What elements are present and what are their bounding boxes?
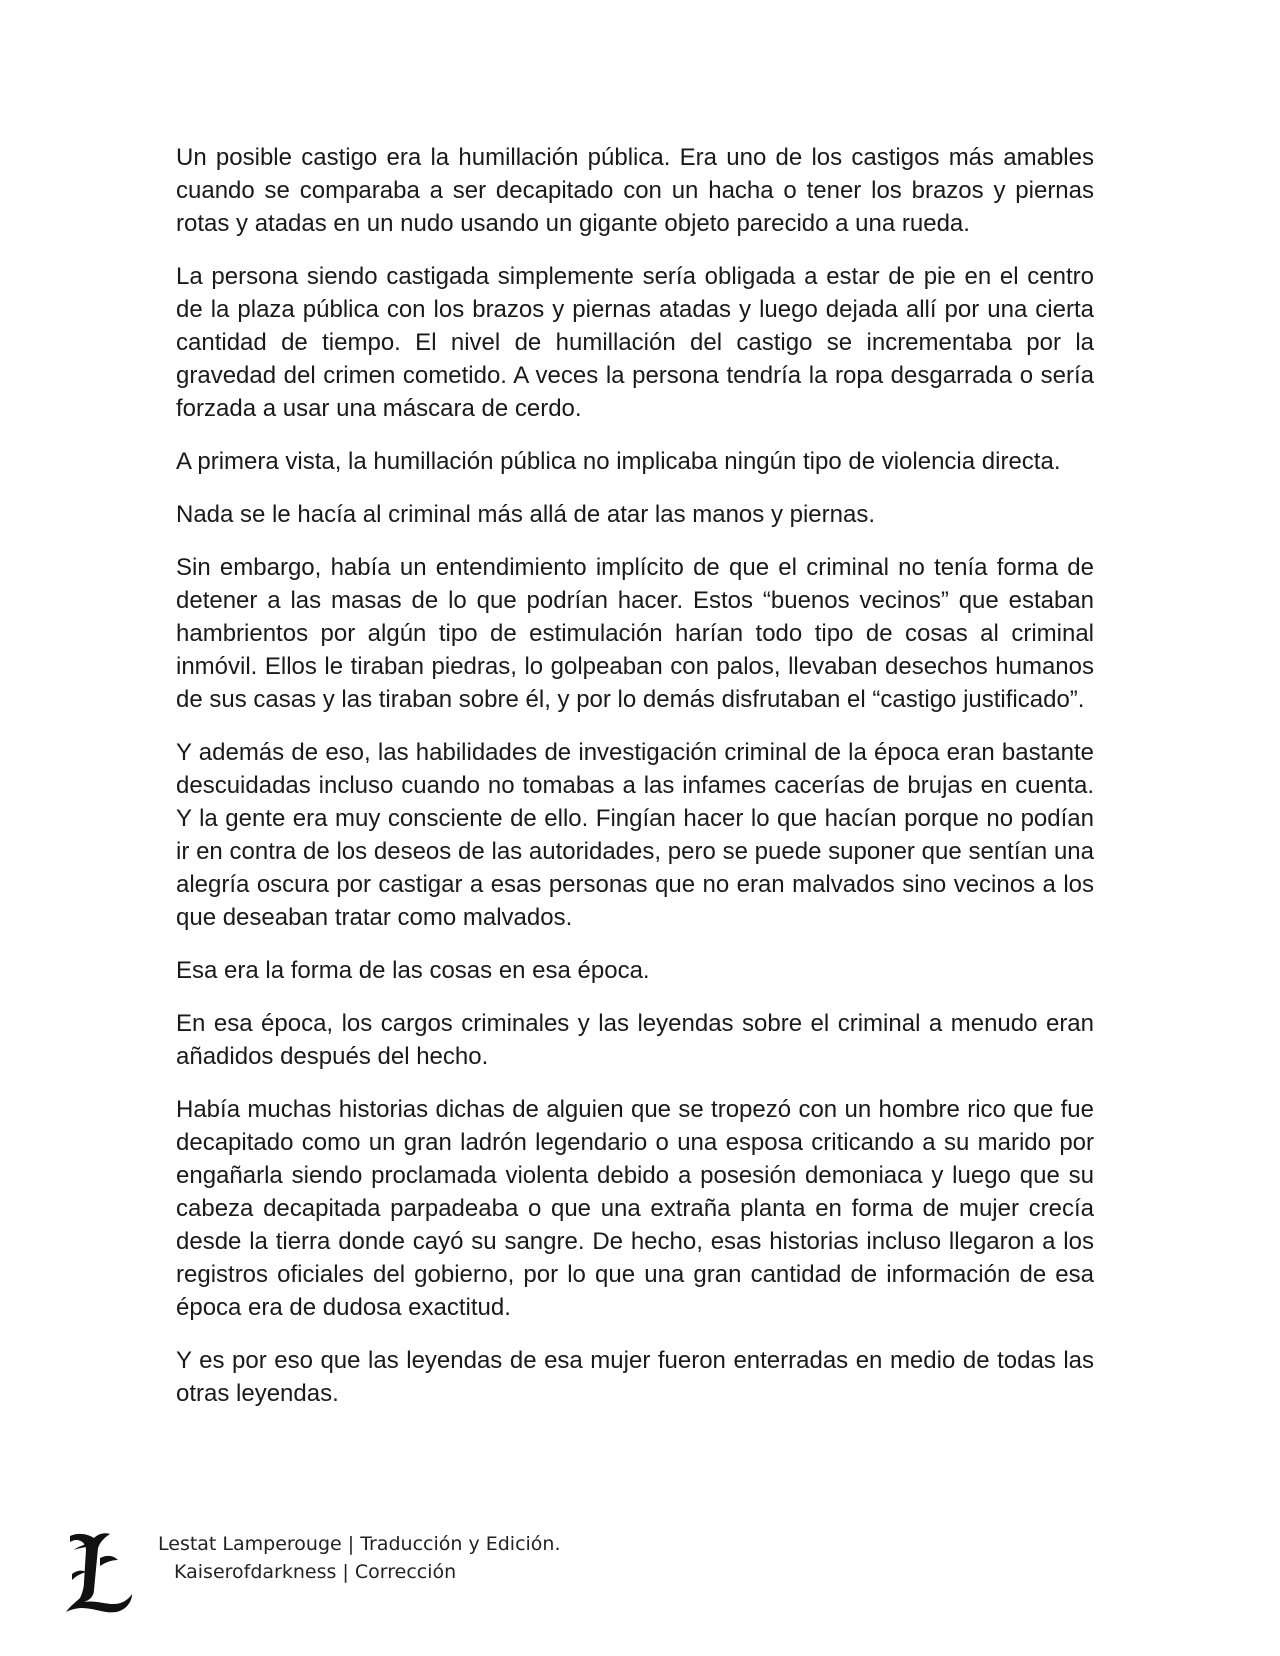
paragraph-4: Nada se le hacía al criminal más allá de atar las manos y piernas.	[176, 501, 875, 528]
credit-translation: Lestat Lamperouge | Traducción y Edición.	[158, 1533, 561, 1555]
paragraph-1: Un posible castigo era la humillación pública. Era uno de los castigos más amables cuando se comparaba a ser decapitado con un hacha o tener los brazos y piernas rotas y atadas en un nudo usando un gigante objeto parecido a una rueda.	[176, 144, 1094, 237]
paragraph-3: A primera vista, la humillación pública no implicaba ningún tipo de violencia directa.	[176, 448, 1061, 475]
paragraph-5: Sin embargo, había un entendimiento implícito de que el criminal no tenía forma de detener a las masas de lo que podrían hacer. Estos “buenos vecinos” que estaban hambrientos por algún tipo de estimulación harían todo tipo de cosas al criminal inmóvil. Ellos le tiraban piedras, lo golpeaban con palos, llevaban desechos humanos de sus casas y las tiraban sobre él, y por lo demás disfrutaban el “castigo justificado”.	[176, 554, 1094, 713]
paragraph-10: Y es por eso que las leyendas de esa mujer fueron enterradas en medio de todas las otras leyendas.	[176, 1347, 1094, 1407]
paragraph-7: Esa era la forma de las cosas en esa época.	[176, 957, 650, 984]
footer-credits	[158, 1530, 561, 1586]
document-body	[176, 141, 1094, 1430]
paragraph-2: La persona siendo castigada simplemente sería obligada a estar de pie en el centro de la plaza pública con los brazos y piernas atadas y luego dejada allí por una cierta cantidad de tiempo. El nivel de humillación del castigo se incrementaba por la gravedad del crimen cometido. A veces la persona tendría la ropa desgarrada o sería forzada a usar una máscara de cerdo.	[176, 263, 1094, 422]
credit-correction: Kaiserofdarkness | Corrección	[174, 1561, 457, 1583]
gothic-l-logo-icon	[64, 1530, 136, 1614]
page-footer	[64, 1530, 764, 1630]
paragraph-9: Había muchas historias dichas de alguien que se tropezó con un hombre rico que fue decapitado como un gran ladrón legendario o una esposa criticando a su marido por engañarla siendo proclamada violenta debido a posesión demoniaca y luego que su cabeza decapitada parpadeaba o que una extraña planta en forma de mujer crecía desde la tierra donde cayó su sangre. De hecho, esas historias incluso llegaron a los registros oficiales del gobierno, por lo que una gran cantidad de información de esa época era de dudosa exactitud.	[176, 1096, 1094, 1321]
paragraph-8: En esa época, los cargos criminales y las leyendas sobre el criminal a menudo eran añadidos después del hecho.	[176, 1010, 1094, 1070]
paragraph-6: Y además de eso, las habilidades de investigación criminal de la época eran bastante descuidadas incluso cuando no tomabas a las infames cacerías de brujas en cuenta. Y la gente era muy consciente de ello. Fingían hacer lo que hacían porque no podían ir en contra de los deseos de las autoridades, pero se puede suponer que sentían una alegría oscura por castigar a esas personas que no eran malvados sino vecinos a los que deseaban tratar como malvados.	[176, 739, 1094, 931]
